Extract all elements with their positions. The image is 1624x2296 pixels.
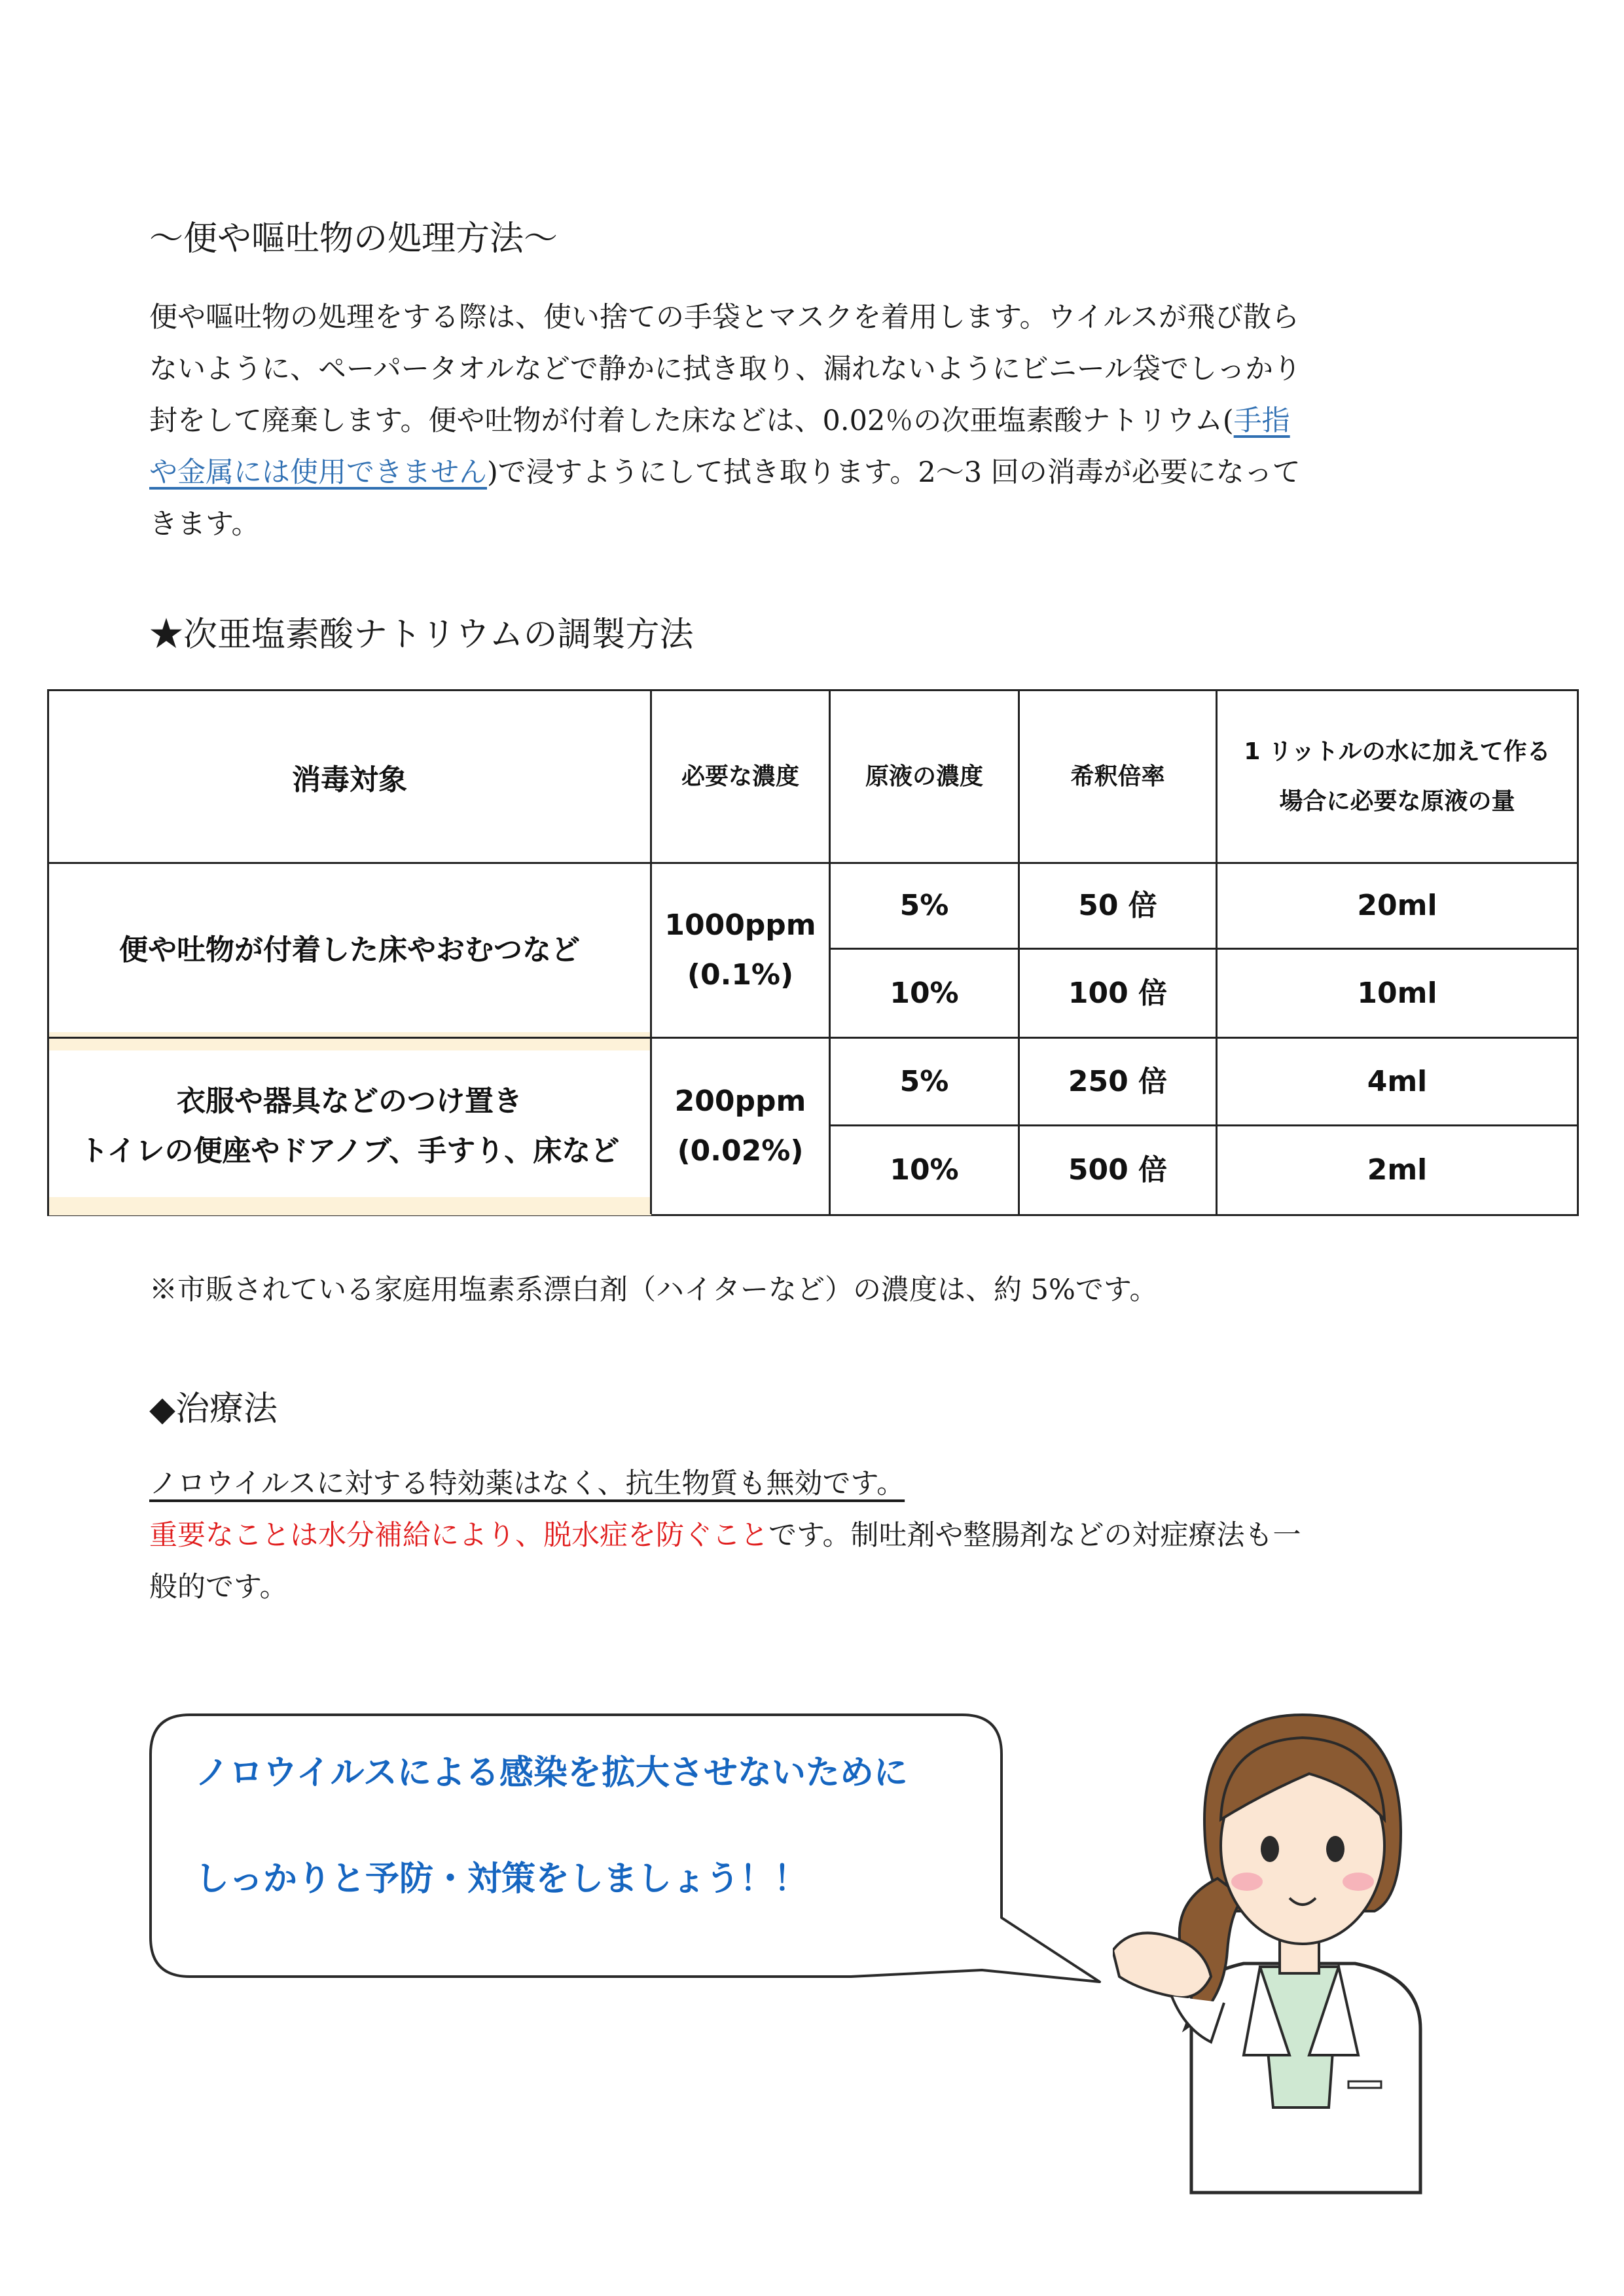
dilution-cell: 250 倍 xyxy=(1068,1064,1168,1098)
bleach-note: ※市販されている家庭用塩素系漂白剤（ハイターなど）の濃度は、約 5%です。 xyxy=(149,1274,1158,1306)
paragraph-text: 封をして廃棄します。便や吐物が付着した床などは、0.02％の次亜塩素酸ナトリウム( xyxy=(149,404,1234,437)
row2-target xyxy=(49,1039,650,1214)
section-title-treatment: ◆治療法 xyxy=(149,1390,278,1429)
warning-link[interactable]: 手指 xyxy=(1233,404,1290,437)
stock-conc-cell: 5% xyxy=(899,889,949,922)
dilution-cell: 100 倍 xyxy=(1068,976,1168,1010)
header-required-conc: 必要な濃度 xyxy=(681,762,799,790)
conc-value: 200ppm xyxy=(674,1085,806,1118)
stock-conc-cell: 10% xyxy=(890,1153,959,1187)
header-target: 消毒対象 xyxy=(292,762,407,797)
header-stock-conc: 原液の濃度 xyxy=(865,762,983,790)
target-line: トイレの便座やドアノブ、手すり、床など xyxy=(79,1134,620,1168)
row2-required-conc xyxy=(652,1039,829,1214)
bubble-line: ノロウイルスによる感染を拡大させないために xyxy=(195,1753,908,1793)
paragraph-line: ノロウイルスに対する特効薬はなく、抗生物質も無効です。 xyxy=(149,1467,905,1500)
paragraph-line: 般的です。 xyxy=(149,1571,288,1604)
paragraph-line: ないように、ペーパータオルなどで静かに拭き取り、漏れないようにビニール袋でしっかり xyxy=(149,353,1301,386)
header-dilution: 希釈倍率 xyxy=(1070,762,1165,790)
paragraph-line xyxy=(149,447,1301,499)
paragraph-line: 便や嘔吐物の処理をする際は、使い捨ての手袋とマスクを着用します。ウイルスが飛び散ら xyxy=(149,301,1299,334)
header-amount-line: 1 リットルの水に加えて作る xyxy=(1244,738,1551,765)
section-title-disposal: ～便や嘔吐物の処理方法～ xyxy=(149,219,558,259)
header-amount xyxy=(1218,691,1577,862)
amount-cell: 2ml xyxy=(1367,1153,1428,1187)
treatment-paragraph xyxy=(149,1458,1301,1613)
header-amount-line: 場合に必要な原液の量 xyxy=(1279,787,1515,815)
stock-conc-cell: 10% xyxy=(890,976,959,1010)
dilution-cell: 500 倍 xyxy=(1068,1153,1168,1187)
dilution-cell: 50 倍 xyxy=(1078,889,1157,922)
nurse-illustration-icon xyxy=(1113,1689,1479,2199)
conc-percent: (0.1%) xyxy=(687,958,794,992)
row1-target: 便や吐物が付着した床やおむつなど xyxy=(119,933,580,967)
paragraph-line xyxy=(149,395,1301,447)
amount-cell: 20ml xyxy=(1357,889,1437,922)
emphasis-text: 重要なことは水分補給により、脱水症を防ぐこと xyxy=(149,1519,768,1552)
paragraph-text: です。制吐剤や整腸剤などの対症療法も一 xyxy=(768,1519,1301,1552)
paragraph-line xyxy=(149,1510,1301,1562)
stock-conc-cell: 5% xyxy=(899,1064,949,1098)
disposal-paragraph xyxy=(149,292,1301,550)
conc-percent: (0.02%) xyxy=(677,1134,804,1168)
paragraph-line: きます。 xyxy=(149,508,260,541)
amount-cell: 4ml xyxy=(1367,1064,1428,1098)
dilution-table xyxy=(47,689,1579,1216)
paragraph-text: )で浸すようにして拭き取ります。2～3 回の消毒が必要になって xyxy=(487,456,1301,489)
amount-cell: 10ml xyxy=(1357,976,1437,1010)
section-title-preparation: ★次亜塩素酸ナトリウムの調製方法 xyxy=(149,615,694,655)
conc-value: 1000ppm xyxy=(664,908,816,942)
target-line: 衣服や器具などのつけ置き xyxy=(177,1085,522,1118)
bubble-line: しっかりと予防・対策をしましょう！！ xyxy=(195,1859,808,1899)
warning-link[interactable]: や金属には使用できません xyxy=(149,456,487,489)
row1-required-conc xyxy=(652,864,829,1037)
